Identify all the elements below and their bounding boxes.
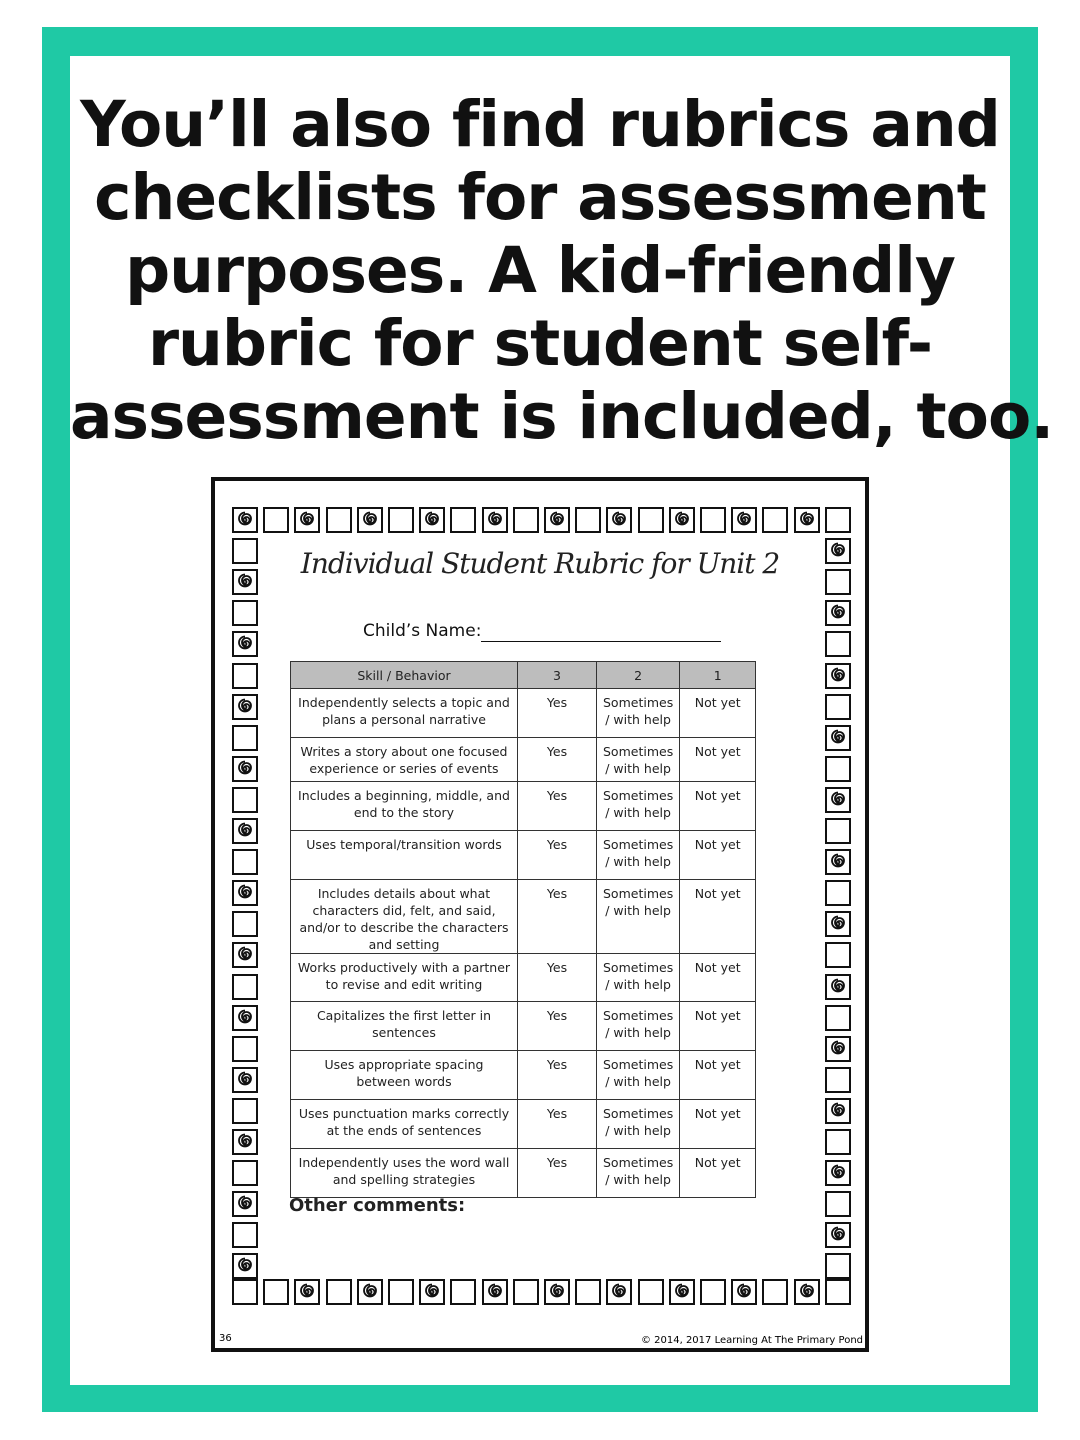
table-row — [291, 689, 756, 738]
rubric-document-preview — [211, 477, 869, 1352]
spiral-icon — [236, 946, 254, 964]
score-3-cell: Yes — [518, 1051, 597, 1100]
skill-cell: Includes details about what characters did, felt, and said, and/or to describe the characters and setting — [291, 880, 518, 954]
spiral-border-box — [357, 1279, 383, 1305]
table-row — [291, 954, 756, 1002]
score-3-cell: Yes — [518, 954, 597, 1002]
spiral-border-box — [232, 694, 258, 720]
spiral-border-box — [232, 631, 258, 657]
spiral-border-box — [825, 974, 851, 1000]
score-2-cell: Sometimes / with help — [597, 738, 680, 782]
border-box — [825, 1279, 851, 1305]
spiral-icon — [798, 1283, 816, 1301]
spiral-border-box — [825, 600, 851, 626]
score-1-cell: Not yet — [680, 1051, 756, 1100]
spiral-icon — [610, 511, 628, 529]
border-box — [232, 787, 258, 813]
table-row — [291, 1002, 756, 1051]
border-box — [825, 818, 851, 844]
spiral-border-box — [544, 507, 570, 533]
skill-cell: Independently uses the word wall and spelling strategies — [291, 1149, 518, 1198]
spiral-icon — [236, 1195, 254, 1213]
border-box — [825, 756, 851, 782]
rubric-title: Individual Student Rubric for Unit 2 — [300, 547, 780, 580]
skill-cell: Uses punctuation marks correctly at the ends of sentences — [291, 1100, 518, 1149]
border-box — [388, 507, 414, 533]
spiral-icon — [236, 822, 254, 840]
border-box — [825, 1129, 851, 1155]
score-1-cell: Not yet — [680, 954, 756, 1002]
skill-cell: Independently selects a topic and plans a personal narrative — [291, 689, 518, 738]
score-1-cell: Not yet — [680, 880, 756, 954]
spiral-border-box — [232, 756, 258, 782]
copyright: © 2014, 2017 Learning At The Primary Pond — [640, 1335, 863, 1346]
border-box — [232, 1098, 258, 1124]
spiral-border-box — [825, 849, 851, 875]
table-row — [291, 831, 756, 880]
border-box — [825, 569, 851, 595]
header-2: 2 — [597, 662, 680, 689]
heading-line: assessment is included, too. — [70, 380, 1054, 453]
other-comments-label: Other comments: — [289, 1195, 466, 1216]
spiral-border-box — [731, 507, 757, 533]
score-3-cell: Yes — [518, 1002, 597, 1051]
border-box — [232, 725, 258, 751]
spiral-icon — [361, 1283, 379, 1301]
spiral-icon — [236, 760, 254, 778]
border-box — [825, 507, 851, 533]
spiral-icon — [236, 573, 254, 591]
spiral-border-box — [606, 507, 632, 533]
border-box — [638, 1279, 664, 1305]
spiral-border-box — [825, 1222, 851, 1248]
spiral-icon — [829, 853, 847, 871]
spiral-border-box — [825, 538, 851, 564]
score-3-cell: Yes — [518, 689, 597, 738]
score-2-cell: Sometimes / with help — [597, 954, 680, 1002]
spiral-border-box — [825, 663, 851, 689]
table-row — [291, 1100, 756, 1149]
spiral-border-box — [419, 1279, 445, 1305]
border-box — [232, 663, 258, 689]
score-1-cell: Not yet — [680, 689, 756, 738]
spiral-icon — [423, 1283, 441, 1301]
border-box — [700, 1279, 726, 1305]
spiral-icon — [236, 1133, 254, 1151]
rubric-table — [290, 661, 756, 1198]
spiral-icon — [236, 511, 254, 529]
score-1-cell: Not yet — [680, 1002, 756, 1051]
spiral-icon — [829, 667, 847, 685]
border-box — [232, 1036, 258, 1062]
page-number: 36 — [219, 1333, 232, 1344]
border-box — [825, 1253, 851, 1279]
header-skill: Skill / Behavior — [291, 662, 518, 689]
score-2-cell: Sometimes / with help — [597, 782, 680, 831]
spiral-icon — [829, 1226, 847, 1244]
spiral-border-box — [232, 1129, 258, 1155]
spiral-icon — [829, 791, 847, 809]
border-box — [232, 911, 258, 937]
border-box — [388, 1279, 414, 1305]
child-name-label: Child’s Name: — [363, 621, 482, 641]
skill-cell: Uses temporal/transition words — [291, 831, 518, 880]
border-box — [700, 507, 726, 533]
spiral-icon — [735, 1283, 753, 1301]
spiral-icon — [610, 1283, 628, 1301]
spiral-border-box — [731, 1279, 757, 1305]
table-header-row — [291, 662, 756, 689]
spiral-border-box — [482, 1279, 508, 1305]
spiral-icon — [486, 511, 504, 529]
spiral-icon — [486, 1283, 504, 1301]
spiral-icon — [829, 1102, 847, 1120]
border-box — [825, 880, 851, 906]
spiral-icon — [673, 511, 691, 529]
spiral-icon — [798, 511, 816, 529]
skill-cell: Uses appropriate spacing between words — [291, 1051, 518, 1100]
spiral-icon — [829, 729, 847, 747]
border-box — [513, 1279, 539, 1305]
border-box — [513, 507, 539, 533]
spiral-border-box — [794, 1279, 820, 1305]
border-box — [450, 507, 476, 533]
score-2-cell: Sometimes / with help — [597, 831, 680, 880]
heading-line: You’ll also find rubrics and — [80, 88, 1000, 161]
heading-line: purposes. A kid-friendly — [125, 234, 955, 307]
score-1-cell: Not yet — [680, 1100, 756, 1149]
score-3-cell: Yes — [518, 782, 597, 831]
score-1-cell: Not yet — [680, 1149, 756, 1198]
spiral-icon — [673, 1283, 691, 1301]
table-row — [291, 880, 756, 954]
border-box — [232, 974, 258, 1000]
heading — [70, 88, 1054, 453]
border-box — [326, 1279, 352, 1305]
heading-line: rubric for student self- — [147, 307, 933, 380]
spiral-border-box — [232, 818, 258, 844]
spiral-border-box — [357, 507, 383, 533]
spiral-border-box — [294, 507, 320, 533]
score-3-cell: Yes — [518, 1100, 597, 1149]
border-box — [232, 1160, 258, 1186]
score-3-cell: Yes — [518, 880, 597, 954]
border-box — [575, 507, 601, 533]
border-box — [232, 538, 258, 564]
spiral-border-box — [232, 1067, 258, 1093]
score-2-cell: Sometimes / with help — [597, 1149, 680, 1198]
spiral-icon — [829, 915, 847, 933]
skill-cell: Works productively with a partner to revise and edit writing — [291, 954, 518, 1002]
spiral-border-box — [794, 507, 820, 533]
spiral-icon — [236, 1071, 254, 1089]
table-row — [291, 1051, 756, 1100]
score-2-cell: Sometimes / with help — [597, 880, 680, 954]
spiral-border-box — [825, 1160, 851, 1186]
score-3-cell: Yes — [518, 738, 597, 782]
spiral-icon — [735, 511, 753, 529]
score-2-cell: Sometimes / with help — [597, 689, 680, 738]
spiral-border-box — [669, 507, 695, 533]
header-1: 1 — [680, 662, 756, 689]
border-box — [263, 507, 289, 533]
spiral-border-box — [232, 880, 258, 906]
spiral-icon — [829, 604, 847, 622]
border-box — [825, 1191, 851, 1217]
border-box — [825, 1005, 851, 1031]
header-3: 3 — [518, 662, 597, 689]
score-2-cell: Sometimes / with help — [597, 1002, 680, 1051]
spiral-icon — [829, 542, 847, 560]
border-box — [232, 1279, 258, 1305]
table-row — [291, 738, 756, 782]
skill-cell: Includes a beginning, middle, and end to the story — [291, 782, 518, 831]
spiral-icon — [829, 978, 847, 996]
spiral-border-box — [294, 1279, 320, 1305]
spiral-icon — [548, 511, 566, 529]
spiral-border-box — [232, 1005, 258, 1031]
spiral-icon — [829, 1164, 847, 1182]
spiral-icon — [298, 1283, 316, 1301]
spiral-icon — [236, 884, 254, 902]
border-box — [762, 1279, 788, 1305]
table-row — [291, 1149, 756, 1198]
spiral-border-box — [825, 787, 851, 813]
border-box — [232, 849, 258, 875]
spiral-icon — [236, 1257, 254, 1275]
score-1-cell: Not yet — [680, 738, 756, 782]
table-row — [291, 782, 756, 831]
score-2-cell: Sometimes / with help — [597, 1051, 680, 1100]
spiral-border-box — [825, 1036, 851, 1062]
spiral-border-box — [232, 507, 258, 533]
spiral-icon — [298, 511, 316, 529]
border-box — [825, 942, 851, 968]
spiral-border-box — [232, 1191, 258, 1217]
spiral-border-box — [825, 725, 851, 751]
score-3-cell: Yes — [518, 1149, 597, 1198]
spiral-icon — [236, 1009, 254, 1027]
border-box — [638, 507, 664, 533]
spiral-border-box — [825, 1098, 851, 1124]
heading-line: checklists for assessment — [94, 161, 986, 234]
score-1-cell: Not yet — [680, 782, 756, 831]
spiral-border-box — [232, 1253, 258, 1279]
spiral-icon — [548, 1283, 566, 1301]
spiral-border-box — [544, 1279, 570, 1305]
score-1-cell: Not yet — [680, 831, 756, 880]
spiral-icon — [423, 511, 441, 529]
spiral-border-box — [419, 507, 445, 533]
skill-cell: Capitalizes the first letter in sentences — [291, 1002, 518, 1051]
border-box — [263, 1279, 289, 1305]
score-2-cell: Sometimes / with help — [597, 1100, 680, 1149]
spiral-border-box — [669, 1279, 695, 1305]
border-box — [825, 631, 851, 657]
spiral-border-box — [606, 1279, 632, 1305]
score-3-cell: Yes — [518, 831, 597, 880]
skill-cell: Writes a story about one focused experience or series of events — [291, 738, 518, 782]
spiral-border-box — [825, 911, 851, 937]
border-box — [450, 1279, 476, 1305]
border-box — [232, 1222, 258, 1248]
spiral-icon — [361, 511, 379, 529]
border-box — [762, 507, 788, 533]
child-name-line — [481, 641, 721, 642]
border-box — [825, 1067, 851, 1093]
border-box — [825, 694, 851, 720]
spiral-icon — [236, 635, 254, 653]
spiral-border-box — [232, 569, 258, 595]
spiral-border-box — [232, 942, 258, 968]
border-box — [232, 600, 258, 626]
spiral-icon — [829, 1040, 847, 1058]
spiral-icon — [236, 698, 254, 716]
border-box — [326, 507, 352, 533]
border-box — [575, 1279, 601, 1305]
spiral-border-box — [482, 507, 508, 533]
